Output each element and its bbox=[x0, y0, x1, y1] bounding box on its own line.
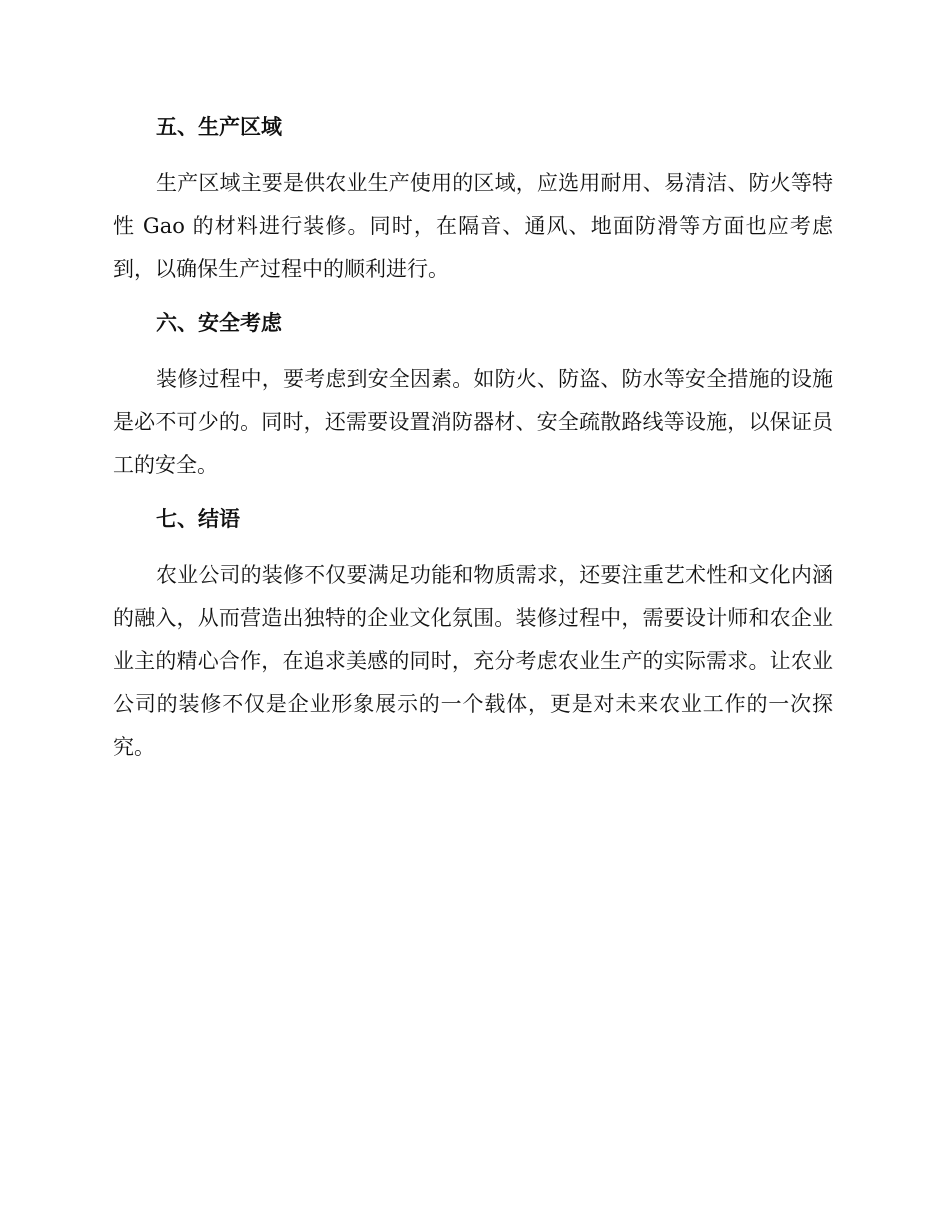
section-heading-conclusion: 七、结语 bbox=[156, 506, 240, 531]
section-paragraph-conclusion: 农业公司的装修不仅要满足功能和物质需求，还要注重艺术性和文化内涵的融入，从而营造出独特的企业文化氛围。装修过程中，需要设计师和农企业业主的精心合作，在追求美感的同时，充分考虑农业生产的实际需求。让农业公司的装修不仅是企业形象展示的一个载体，更是对未来农业工作的一次探究。 bbox=[113, 563, 833, 759]
section-paragraph-safety: 装修过程中，要考虑到安全因素。如防火、防盗、防水等安全措施的设施是必不可少的。同时，还需要设置消防器材、安全疏散路线等设施，以保证员工的安全。 bbox=[113, 367, 833, 477]
section-heading-production-area: 五、生产区域 bbox=[156, 114, 282, 139]
document-page bbox=[113, 108, 833, 769]
section-paragraph-production-area: 生产区域主要是供农业生产使用的区域，应选用耐用、易清洁、防火等特性 Gao 的材料进行装修。同时，在隔音、通风、地面防滑等方面也应考虑到，以确保生产过程中的顺利进行。 bbox=[113, 171, 833, 281]
section-heading-safety: 六、安全考虑 bbox=[156, 310, 282, 335]
